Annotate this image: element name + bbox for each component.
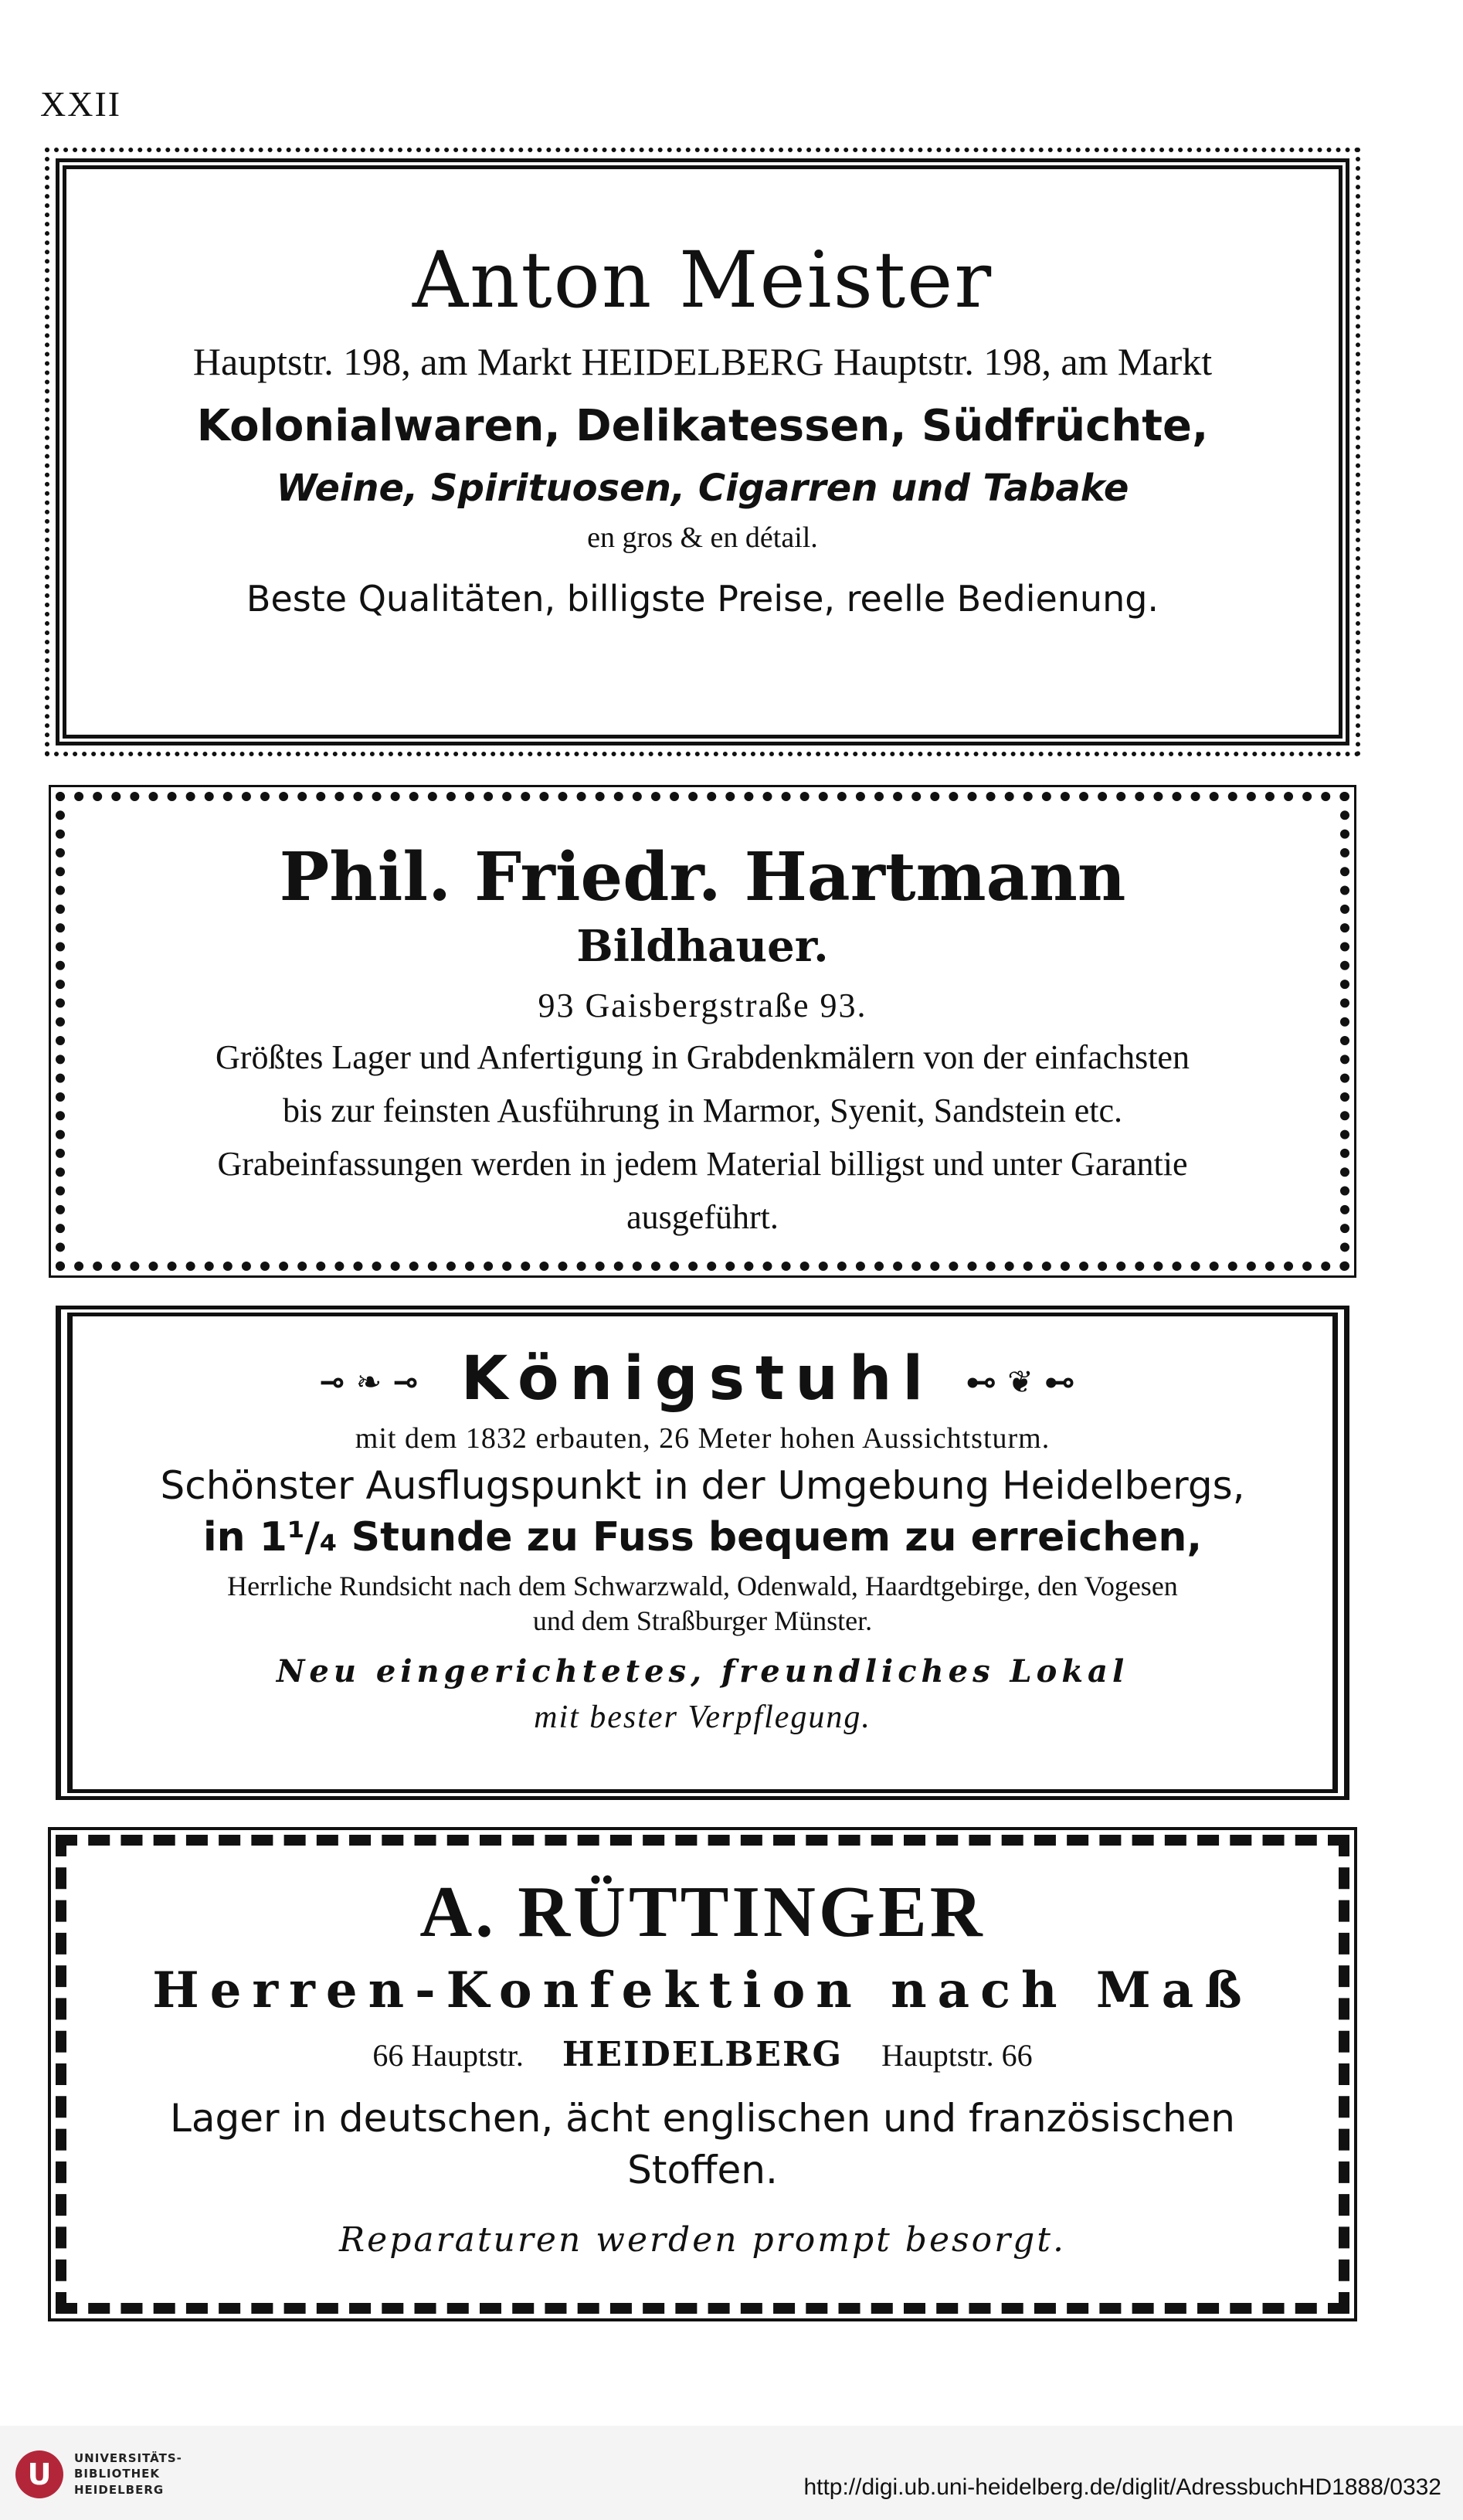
address-city: HEIDELBERG bbox=[562, 2035, 844, 2074]
ad-subtitle: Herren-Konfektion nach Maß bbox=[152, 1961, 1253, 2019]
ad-title: Phil. Friedr. Hartmann bbox=[279, 838, 1126, 916]
ad-address: 93 Gaisbergstraße 93. bbox=[538, 987, 867, 1024]
ad-text: bis zur feinsten Ausführung in Marmor, Syenit, Sandstein etc. bbox=[282, 1092, 1123, 1129]
ad-title-row bbox=[73, 1344, 1332, 1414]
ad-anton-meister bbox=[56, 158, 1349, 745]
ad-address bbox=[66, 2035, 1339, 2074]
library-name-line: BIBLIOTHEK bbox=[74, 2467, 160, 2481]
ad-line: mit dem 1832 erbauten, 26 Meter hohen Aussichtsturm. bbox=[355, 1422, 1051, 1455]
ad-line: Neu eingerichtetes, freundliches Lokal bbox=[276, 1653, 1129, 1690]
ad-ruettinger bbox=[56, 1835, 1349, 2314]
ad-text: Stoffen. bbox=[627, 2147, 778, 2192]
page-number: XXII bbox=[40, 84, 122, 124]
ad-title: Anton Meister bbox=[412, 235, 993, 325]
ad-goods-secondary: Weine, Spirituosen, Cigarren und Tabake bbox=[276, 467, 1129, 510]
ad-line: mit bester Verpflegung. bbox=[534, 1700, 871, 1736]
ad-text: ausgeführt. bbox=[626, 1198, 779, 1236]
source-url[interactable]: http://digi.ub.uni-heidelberg.de/diglit/AdressbuchHD1888/0332 bbox=[803, 2474, 1441, 2500]
footer-bar bbox=[0, 2426, 1463, 2520]
ad-text: Größtes Lager und Anfertigung in Grabdenkmälern von der einfachsten bbox=[216, 1038, 1190, 1076]
ad-goods: Kolonialwaren, Delikatessen, Südfrüchte, bbox=[196, 401, 1209, 451]
ad-title: Königstuhl bbox=[460, 1344, 935, 1414]
ornament-right-icon: ⊷❦⊷ bbox=[966, 1364, 1086, 1401]
address-left: 66 Hauptstr. bbox=[372, 2038, 524, 2073]
ad-koenigstuhl bbox=[56, 1306, 1349, 1800]
library-name bbox=[74, 2450, 182, 2498]
library-name-line: HEIDELBERG bbox=[74, 2482, 165, 2497]
ad-profession: Bildhauer. bbox=[576, 921, 829, 972]
ad-text: Lager in deutschen, ächt englischen und französischen bbox=[169, 2096, 1235, 2141]
ad-line: Schönster Ausflugspunkt in der Umgebung Heidelbergs, bbox=[160, 1463, 1245, 1508]
ornament-left-icon: ⊸❧⊸ bbox=[319, 1364, 429, 1401]
library-name-line: UNIVERSITÄTS- bbox=[74, 2451, 182, 2466]
ad-address: Hauptstr. 198, am Markt HEIDELBERG Hauptstr. 198, am Markt bbox=[192, 340, 1213, 383]
ad-text: Reparaturen werden prompt besorgt. bbox=[339, 2220, 1066, 2260]
ad-text: Grabeinfassungen werden in jedem Material billigst und unter Garantie bbox=[217, 1145, 1188, 1183]
ad-trade: en gros & en détail. bbox=[587, 521, 818, 554]
ad-line: und dem Straßburger Münster. bbox=[532, 1605, 873, 1637]
address-right: Hauptstr. 66 bbox=[881, 2038, 1033, 2073]
library-logo[interactable] bbox=[15, 2437, 201, 2511]
ad-line: Herrliche Rundsicht nach dem Schwarzwald, Odenwald, Haardtgebirge, den Vogesen bbox=[227, 1571, 1178, 1601]
ad-line: in 1¹/₄ Stunde zu Fuss bequem zu erreichen, bbox=[202, 1514, 1203, 1561]
library-logo-icon: U bbox=[15, 2450, 63, 2498]
ad-title: A. RÜTTINGER bbox=[419, 1872, 986, 1952]
ad-hartmann bbox=[56, 792, 1349, 1271]
ad-slogan: Beste Qualitäten, billigste Preise, reelle Bedienung. bbox=[246, 578, 1159, 620]
